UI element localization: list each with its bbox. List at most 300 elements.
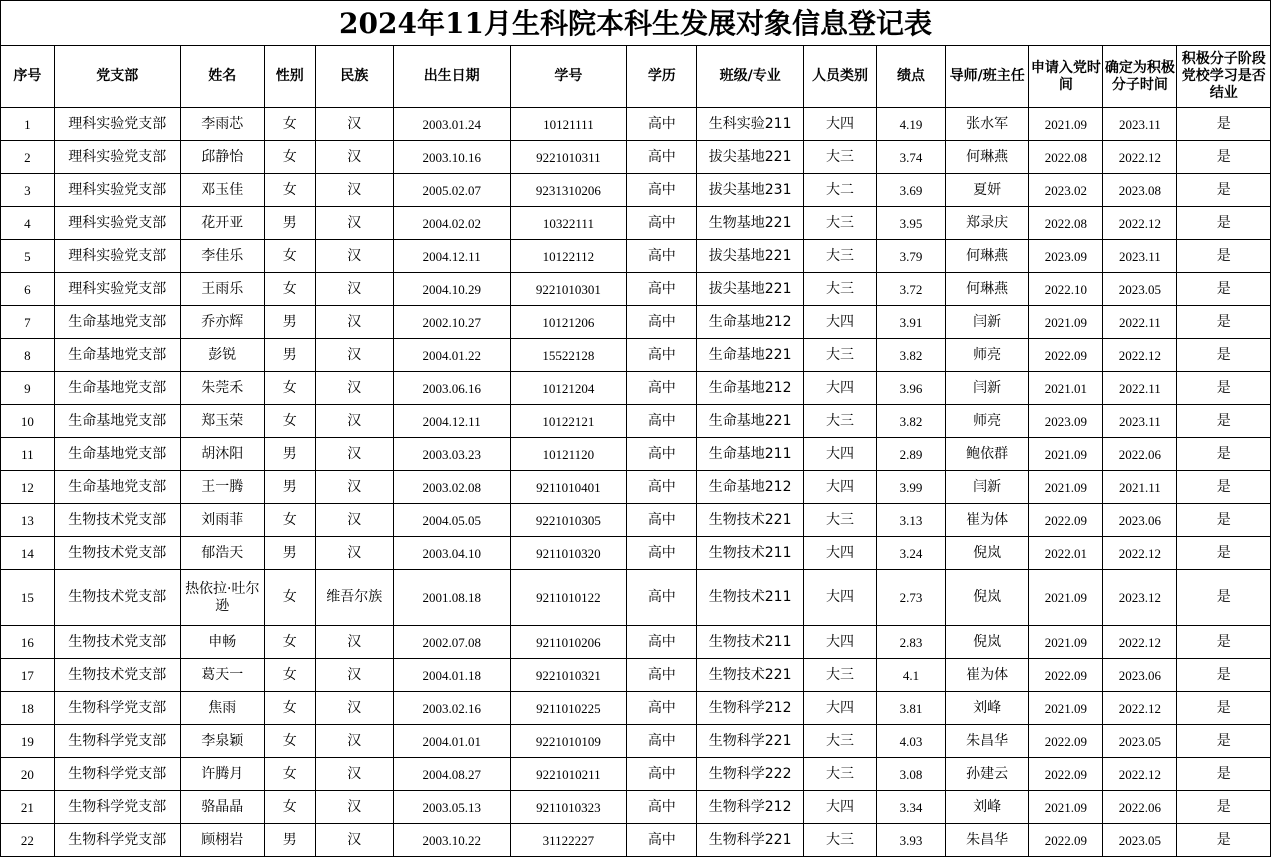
col-header-training-done: 积极分子阶段党校学习是否结业 <box>1177 46 1271 108</box>
cell-training-done: 是 <box>1177 240 1271 273</box>
cell-branch: 生物科学党支部 <box>54 725 180 758</box>
cell-name: 李雨芯 <box>180 108 264 141</box>
cell-gpa: 3.79 <box>877 240 946 273</box>
cell-class: 生命基地221 <box>697 339 804 372</box>
cell-gender: 女 <box>264 692 315 725</box>
table-row <box>1 141 1271 174</box>
cell-apply-date: 2022.09 <box>1029 504 1103 537</box>
cell-education: 高中 <box>627 504 697 537</box>
cell-birthdate: 2005.02.07 <box>393 174 510 207</box>
cell-branch: 生命基地党支部 <box>54 405 180 438</box>
cell-education: 高中 <box>627 108 697 141</box>
cell-class: 生命基地212 <box>697 471 804 504</box>
cell-education: 高中 <box>627 339 697 372</box>
cell-index: 13 <box>1 504 55 537</box>
cell-education: 高中 <box>627 791 697 824</box>
cell-advisor: 崔为体 <box>946 659 1029 692</box>
cell-gpa: 3.96 <box>877 372 946 405</box>
cell-class: 拔尖基地221 <box>697 141 804 174</box>
cell-student-id: 9221010321 <box>510 659 627 692</box>
cell-index: 9 <box>1 372 55 405</box>
cell-apply-date: 2023.09 <box>1029 405 1103 438</box>
cell-gender: 男 <box>264 824 315 857</box>
cell-education: 高中 <box>627 372 697 405</box>
col-header-branch: 党支部 <box>54 46 180 108</box>
cell-name: 李泉颖 <box>180 725 264 758</box>
table-row <box>1 174 1271 207</box>
cell-education: 高中 <box>627 207 697 240</box>
table-row <box>1 405 1271 438</box>
cell-gpa: 3.34 <box>877 791 946 824</box>
cell-category: 大四 <box>803 791 876 824</box>
cell-index: 20 <box>1 758 55 791</box>
cell-advisor: 倪岚 <box>946 537 1029 570</box>
cell-name: 李佳乐 <box>180 240 264 273</box>
cell-gender: 女 <box>264 141 315 174</box>
cell-student-id: 10122121 <box>510 405 627 438</box>
cell-activist-date: 2022.12 <box>1103 692 1177 725</box>
col-header-category: 人员类别 <box>803 46 876 108</box>
cell-training-done: 是 <box>1177 791 1271 824</box>
cell-education: 高中 <box>627 626 697 659</box>
cell-gender: 男 <box>264 537 315 570</box>
col-header-student-id: 学号 <box>510 46 627 108</box>
cell-gpa: 4.1 <box>877 659 946 692</box>
cell-index: 19 <box>1 725 55 758</box>
cell-gpa: 3.13 <box>877 504 946 537</box>
cell-class: 生科实验211 <box>697 108 804 141</box>
cell-training-done: 是 <box>1177 570 1271 626</box>
cell-ethnicity: 汉 <box>315 306 393 339</box>
table-row <box>1 626 1271 659</box>
table-row <box>1 537 1271 570</box>
cell-gender: 女 <box>264 240 315 273</box>
cell-activist-date: 2023.11 <box>1103 405 1177 438</box>
cell-education: 高中 <box>627 174 697 207</box>
cell-apply-date: 2022.08 <box>1029 207 1103 240</box>
cell-category: 大四 <box>803 471 876 504</box>
cell-gpa: 4.19 <box>877 108 946 141</box>
cell-branch: 生物技术党支部 <box>54 626 180 659</box>
cell-education: 高中 <box>627 725 697 758</box>
cell-gpa: 3.72 <box>877 273 946 306</box>
cell-index: 22 <box>1 824 55 857</box>
cell-gender: 男 <box>264 438 315 471</box>
cell-gender: 女 <box>264 758 315 791</box>
cell-index: 6 <box>1 273 55 306</box>
cell-ethnicity: 汉 <box>315 725 393 758</box>
cell-name: 邱静怡 <box>180 141 264 174</box>
cell-student-id: 9211010206 <box>510 626 627 659</box>
cell-name: 刘雨菲 <box>180 504 264 537</box>
cell-student-id: 9221010301 <box>510 273 627 306</box>
cell-class: 生物科学221 <box>697 824 804 857</box>
cell-category: 大三 <box>803 141 876 174</box>
col-header-apply-date: 申请入党时间 <box>1029 46 1103 108</box>
col-header-ethnicity: 民族 <box>315 46 393 108</box>
cell-training-done: 是 <box>1177 824 1271 857</box>
cell-gpa: 3.95 <box>877 207 946 240</box>
cell-branch: 理科实验党支部 <box>54 273 180 306</box>
cell-gender: 女 <box>264 273 315 306</box>
cell-gpa: 4.03 <box>877 725 946 758</box>
cell-index: 5 <box>1 240 55 273</box>
cell-student-id: 10122112 <box>510 240 627 273</box>
cell-category: 大四 <box>803 626 876 659</box>
cell-gender: 女 <box>264 174 315 207</box>
table-row <box>1 273 1271 306</box>
cell-apply-date: 2021.09 <box>1029 626 1103 659</box>
cell-birthdate: 2003.01.24 <box>393 108 510 141</box>
cell-gender: 女 <box>264 372 315 405</box>
cell-name: 王雨乐 <box>180 273 264 306</box>
cell-index: 2 <box>1 141 55 174</box>
cell-gpa: 3.24 <box>877 537 946 570</box>
table-row <box>1 240 1271 273</box>
cell-activist-date: 2022.06 <box>1103 438 1177 471</box>
cell-advisor: 刘峰 <box>946 791 1029 824</box>
cell-gender: 女 <box>264 725 315 758</box>
cell-activist-date: 2022.11 <box>1103 372 1177 405</box>
cell-ethnicity: 维吾尔族 <box>315 570 393 626</box>
cell-category: 大三 <box>803 339 876 372</box>
cell-gender: 男 <box>264 339 315 372</box>
cell-birthdate: 2003.05.13 <box>393 791 510 824</box>
col-header-index: 序号 <box>1 46 55 108</box>
cell-name: 王一腾 <box>180 471 264 504</box>
cell-training-done: 是 <box>1177 405 1271 438</box>
cell-education: 高中 <box>627 758 697 791</box>
cell-gpa: 3.82 <box>877 405 946 438</box>
cell-apply-date: 2021.09 <box>1029 108 1103 141</box>
cell-category: 大二 <box>803 174 876 207</box>
cell-name: 花开亚 <box>180 207 264 240</box>
cell-apply-date: 2023.09 <box>1029 240 1103 273</box>
cell-name: 许腾月 <box>180 758 264 791</box>
cell-gender: 女 <box>264 504 315 537</box>
table-row <box>1 108 1271 141</box>
cell-student-id: 31122227 <box>510 824 627 857</box>
table-row <box>1 339 1271 372</box>
cell-student-id: 9211010323 <box>510 791 627 824</box>
cell-activist-date: 2022.12 <box>1103 537 1177 570</box>
cell-category: 大三 <box>803 240 876 273</box>
col-header-birthdate: 出生日期 <box>393 46 510 108</box>
cell-index: 16 <box>1 626 55 659</box>
cell-gender: 女 <box>264 405 315 438</box>
header-row <box>1 46 1271 108</box>
cell-class: 生命基地212 <box>697 372 804 405</box>
cell-apply-date: 2021.09 <box>1029 438 1103 471</box>
cell-activist-date: 2022.12 <box>1103 626 1177 659</box>
cell-ethnicity: 汉 <box>315 372 393 405</box>
cell-apply-date: 2021.09 <box>1029 570 1103 626</box>
table-row <box>1 659 1271 692</box>
table-row <box>1 471 1271 504</box>
cell-class: 生物技术211 <box>697 626 804 659</box>
cell-activist-date: 2023.05 <box>1103 273 1177 306</box>
cell-index: 14 <box>1 537 55 570</box>
cell-training-done: 是 <box>1177 306 1271 339</box>
cell-gender: 男 <box>264 207 315 240</box>
cell-advisor: 何琳燕 <box>946 240 1029 273</box>
cell-branch: 生物科学党支部 <box>54 758 180 791</box>
cell-apply-date: 2021.09 <box>1029 306 1103 339</box>
cell-advisor: 孙建云 <box>946 758 1029 791</box>
cell-index: 18 <box>1 692 55 725</box>
cell-ethnicity: 汉 <box>315 791 393 824</box>
cell-education: 高中 <box>627 405 697 438</box>
cell-name: 郑玉荣 <box>180 405 264 438</box>
cell-gender: 男 <box>264 471 315 504</box>
cell-category: 大三 <box>803 824 876 857</box>
cell-name: 顾栩岩 <box>180 824 264 857</box>
cell-birthdate: 2004.12.11 <box>393 240 510 273</box>
cell-gpa: 2.83 <box>877 626 946 659</box>
cell-gpa: 3.69 <box>877 174 946 207</box>
cell-birthdate: 2004.08.27 <box>393 758 510 791</box>
cell-branch: 生物技术党支部 <box>54 504 180 537</box>
cell-advisor: 朱昌华 <box>946 824 1029 857</box>
cell-birthdate: 2004.01.18 <box>393 659 510 692</box>
cell-class: 生物科学212 <box>697 692 804 725</box>
cell-category: 大四 <box>803 570 876 626</box>
cell-student-id: 10322111 <box>510 207 627 240</box>
cell-ethnicity: 汉 <box>315 824 393 857</box>
cell-ethnicity: 汉 <box>315 504 393 537</box>
cell-category: 大四 <box>803 372 876 405</box>
table-row <box>1 824 1271 857</box>
cell-education: 高中 <box>627 570 697 626</box>
col-header-gpa: 绩点 <box>877 46 946 108</box>
cell-student-id: 9211010225 <box>510 692 627 725</box>
cell-birthdate: 2003.06.16 <box>393 372 510 405</box>
cell-category: 大四 <box>803 108 876 141</box>
cell-category: 大四 <box>803 692 876 725</box>
cell-ethnicity: 汉 <box>315 405 393 438</box>
cell-apply-date: 2021.01 <box>1029 372 1103 405</box>
cell-advisor: 崔为体 <box>946 504 1029 537</box>
cell-ethnicity: 汉 <box>315 108 393 141</box>
table-row <box>1 438 1271 471</box>
cell-birthdate: 2004.10.29 <box>393 273 510 306</box>
cell-branch: 理科实验党支部 <box>54 207 180 240</box>
cell-advisor: 闫新 <box>946 306 1029 339</box>
cell-class: 生命基地211 <box>697 438 804 471</box>
cell-training-done: 是 <box>1177 339 1271 372</box>
cell-birthdate: 2004.01.22 <box>393 339 510 372</box>
cell-category: 大三 <box>803 207 876 240</box>
cell-birthdate: 2002.10.27 <box>393 306 510 339</box>
table-row <box>1 791 1271 824</box>
cell-birthdate: 2002.07.08 <box>393 626 510 659</box>
cell-advisor: 闫新 <box>946 471 1029 504</box>
col-header-advisor: 导师/班主任 <box>946 46 1029 108</box>
cell-class: 生物科学221 <box>697 725 804 758</box>
cell-student-id: 9211010320 <box>510 537 627 570</box>
cell-branch: 生物科学党支部 <box>54 791 180 824</box>
cell-training-done: 是 <box>1177 626 1271 659</box>
cell-birthdate: 2003.02.08 <box>393 471 510 504</box>
cell-activist-date: 2023.11 <box>1103 240 1177 273</box>
cell-category: 大三 <box>803 504 876 537</box>
cell-gpa: 3.81 <box>877 692 946 725</box>
table-row <box>1 504 1271 537</box>
cell-training-done: 是 <box>1177 537 1271 570</box>
cell-ethnicity: 汉 <box>315 207 393 240</box>
cell-class: 拔尖基地221 <box>697 273 804 306</box>
cell-name: 朱莞禾 <box>180 372 264 405</box>
cell-gender: 男 <box>264 306 315 339</box>
cell-branch: 理科实验党支部 <box>54 141 180 174</box>
cell-training-done: 是 <box>1177 207 1271 240</box>
cell-name: 焦雨 <box>180 692 264 725</box>
cell-advisor: 闫新 <box>946 372 1029 405</box>
cell-activist-date: 2023.12 <box>1103 570 1177 626</box>
cell-branch: 生命基地党支部 <box>54 372 180 405</box>
cell-category: 大四 <box>803 537 876 570</box>
cell-advisor: 刘峰 <box>946 692 1029 725</box>
cell-name: 乔亦辉 <box>180 306 264 339</box>
cell-training-done: 是 <box>1177 141 1271 174</box>
cell-ethnicity: 汉 <box>315 240 393 273</box>
cell-birthdate: 2004.05.05 <box>393 504 510 537</box>
cell-index: 17 <box>1 659 55 692</box>
cell-branch: 生命基地党支部 <box>54 306 180 339</box>
cell-education: 高中 <box>627 537 697 570</box>
cell-index: 1 <box>1 108 55 141</box>
cell-activist-date: 2023.06 <box>1103 504 1177 537</box>
cell-name: 申畅 <box>180 626 264 659</box>
cell-gender: 女 <box>264 570 315 626</box>
cell-birthdate: 2001.08.18 <box>393 570 510 626</box>
cell-student-id: 10121111 <box>510 108 627 141</box>
cell-category: 大三 <box>803 405 876 438</box>
cell-student-id: 9221010305 <box>510 504 627 537</box>
cell-advisor: 师亮 <box>946 339 1029 372</box>
cell-birthdate: 2003.02.16 <box>393 692 510 725</box>
sheet-title: 2024年11月生科院本科生发展对象信息登记表 <box>0 0 1271 45</box>
cell-gpa: 3.93 <box>877 824 946 857</box>
cell-ethnicity: 汉 <box>315 141 393 174</box>
cell-ethnicity: 汉 <box>315 174 393 207</box>
cell-birthdate: 2003.10.16 <box>393 141 510 174</box>
cell-advisor: 朱昌华 <box>946 725 1029 758</box>
col-header-education: 学历 <box>627 46 697 108</box>
cell-training-done: 是 <box>1177 692 1271 725</box>
cell-advisor: 何琳燕 <box>946 141 1029 174</box>
cell-training-done: 是 <box>1177 758 1271 791</box>
cell-birthdate: 2004.12.11 <box>393 405 510 438</box>
col-header-class: 班级/专业 <box>697 46 804 108</box>
cell-branch: 生命基地党支部 <box>54 471 180 504</box>
table-row <box>1 758 1271 791</box>
cell-ethnicity: 汉 <box>315 659 393 692</box>
cell-apply-date: 2022.09 <box>1029 758 1103 791</box>
cell-category: 大四 <box>803 438 876 471</box>
table-row <box>1 207 1271 240</box>
cell-name: 热依拉·吐尔逊 <box>180 570 264 626</box>
cell-apply-date: 2022.09 <box>1029 824 1103 857</box>
cell-activist-date: 2023.06 <box>1103 659 1177 692</box>
cell-name: 彭锐 <box>180 339 264 372</box>
cell-class: 生物基地221 <box>697 207 804 240</box>
cell-class: 生物技术211 <box>697 570 804 626</box>
cell-student-id: 9211010122 <box>510 570 627 626</box>
cell-apply-date: 2021.09 <box>1029 692 1103 725</box>
cell-education: 高中 <box>627 438 697 471</box>
cell-training-done: 是 <box>1177 659 1271 692</box>
cell-training-done: 是 <box>1177 273 1271 306</box>
cell-apply-date: 2022.08 <box>1029 141 1103 174</box>
cell-gpa: 3.82 <box>877 339 946 372</box>
cell-education: 高中 <box>627 824 697 857</box>
cell-training-done: 是 <box>1177 372 1271 405</box>
cell-student-id: 15522128 <box>510 339 627 372</box>
cell-advisor: 倪岚 <box>946 626 1029 659</box>
cell-education: 高中 <box>627 659 697 692</box>
cell-advisor: 倪岚 <box>946 570 1029 626</box>
cell-activist-date: 2022.12 <box>1103 339 1177 372</box>
cell-training-done: 是 <box>1177 471 1271 504</box>
cell-index: 11 <box>1 438 55 471</box>
cell-activist-date: 2022.06 <box>1103 791 1177 824</box>
cell-birthdate: 2004.02.02 <box>393 207 510 240</box>
cell-advisor: 师亮 <box>946 405 1029 438</box>
cell-training-done: 是 <box>1177 438 1271 471</box>
cell-class: 生命基地221 <box>697 405 804 438</box>
cell-index: 3 <box>1 174 55 207</box>
cell-activist-date: 2023.11 <box>1103 108 1177 141</box>
cell-ethnicity: 汉 <box>315 438 393 471</box>
table-row <box>1 570 1271 626</box>
cell-branch: 生物技术党支部 <box>54 537 180 570</box>
cell-apply-date: 2022.01 <box>1029 537 1103 570</box>
cell-student-id: 9231310206 <box>510 174 627 207</box>
cell-apply-date: 2022.09 <box>1029 659 1103 692</box>
cell-apply-date: 2023.02 <box>1029 174 1103 207</box>
cell-ethnicity: 汉 <box>315 626 393 659</box>
cell-class: 拔尖基地221 <box>697 240 804 273</box>
cell-ethnicity: 汉 <box>315 339 393 372</box>
cell-category: 大三 <box>803 758 876 791</box>
cell-birthdate: 2003.10.22 <box>393 824 510 857</box>
cell-birthdate: 2003.03.23 <box>393 438 510 471</box>
cell-class: 生物技术211 <box>697 537 804 570</box>
cell-gender: 女 <box>264 659 315 692</box>
cell-activist-date: 2023.05 <box>1103 824 1177 857</box>
cell-student-id: 9221010311 <box>510 141 627 174</box>
cell-gpa: 3.99 <box>877 471 946 504</box>
cell-education: 高中 <box>627 273 697 306</box>
cell-index: 10 <box>1 405 55 438</box>
cell-gender: 女 <box>264 791 315 824</box>
cell-student-id: 9221010109 <box>510 725 627 758</box>
cell-training-done: 是 <box>1177 725 1271 758</box>
cell-branch: 理科实验党支部 <box>54 108 180 141</box>
cell-name: 葛天一 <box>180 659 264 692</box>
cell-branch: 生命基地党支部 <box>54 438 180 471</box>
table-row <box>1 306 1271 339</box>
cell-gpa: 2.73 <box>877 570 946 626</box>
cell-ethnicity: 汉 <box>315 758 393 791</box>
cell-gpa: 3.74 <box>877 141 946 174</box>
cell-category: 大三 <box>803 725 876 758</box>
cell-gpa: 3.91 <box>877 306 946 339</box>
cell-apply-date: 2021.09 <box>1029 471 1103 504</box>
cell-education: 高中 <box>627 471 697 504</box>
cell-index: 21 <box>1 791 55 824</box>
